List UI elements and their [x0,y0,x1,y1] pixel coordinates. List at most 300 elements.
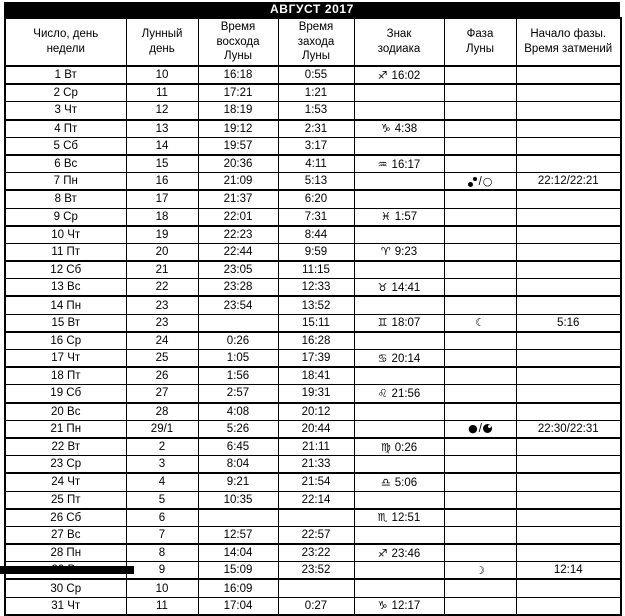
phase-time-cell [516,155,621,173]
date-cell: 16 Ср [5,332,126,350]
lunar-day-cell: 2 [126,438,198,456]
table-row [5,420,621,438]
lunar-day-cell: 11 [126,597,198,615]
zodiac-cell [354,579,444,597]
moonrise-cell: 14:04 [198,544,278,562]
col-header-line: Луны [465,43,495,55]
zodiac-cell [354,456,444,474]
zodiac-time: 21:56 [391,387,421,400]
zodiac-cell [354,208,444,226]
header-row [5,18,621,66]
zodiac-cell [354,155,444,173]
date-cell: 2 Ср [5,84,126,102]
phase-cell [444,120,516,138]
moonset-cell: 7:31 [278,208,354,226]
moonset-cell: 23:22 [278,544,354,562]
zodiac-cell [354,438,444,456]
date-cell: 30 Ср [5,579,126,597]
moonrise-cell: 23:28 [198,279,278,297]
date-cell: 21 Пн [5,420,126,438]
phase-cell [444,84,516,102]
leo-icon: ♌ [377,386,388,400]
table-row [5,190,621,208]
zodiac-time: 14:41 [391,281,421,294]
date-cell: 27 Вс [5,526,126,544]
phase-cell [444,190,516,208]
moonset-cell: 12:33 [278,279,354,297]
date-cell: 28 Пн [5,544,126,562]
table-row [5,243,621,261]
date-cell: 24 Чт [5,473,126,491]
moonset-cell: 13:52 [278,296,354,314]
col-header-line: Фаза [466,28,494,41]
phase-cell [444,579,516,597]
moonset-cell: 19:31 [278,385,354,403]
last-quarter-icon: ☾ [475,316,485,330]
moonset-cell: 17:39 [278,350,354,368]
moonset-cell: 16:28 [278,332,354,350]
moonset-cell: 20:44 [278,420,354,438]
moonrise-cell: 17:21 [198,84,278,102]
moonset-cell: 0:27 [278,597,354,615]
moonset-cell: 1:53 [278,102,354,120]
moonset-cell: 22:57 [278,526,354,544]
phase-time-cell [516,102,621,120]
zodiac-cell [354,491,444,509]
table-body [5,66,621,615]
table-row [5,279,621,297]
moonset-cell: 4:11 [278,155,354,173]
table-row [5,155,621,173]
phase-cell [444,509,516,527]
lunar-day-cell: 6 [126,509,198,527]
date-cell: 15 Вт [5,314,126,332]
zodiac-time: 16:02 [391,69,421,82]
moonrise-cell: 21:09 [198,173,278,191]
lunar-day-cell: 29/1 [126,420,198,438]
lunar-day-cell: 17 [126,190,198,208]
moonrise-cell: 12:57 [198,526,278,544]
capricorn-icon: ♑ [380,122,391,136]
pisces-icon: ♓ [380,210,391,224]
phase-cell [444,102,516,120]
moonrise-cell: 16:09 [198,579,278,597]
col-header-line: недели [46,43,85,55]
lunar-day-cell: 27 [126,385,198,403]
col-header-line: Знак [386,28,412,41]
phase-cell [444,226,516,244]
lunar-day-cell: 22 [126,279,198,297]
phase-cell [444,279,516,297]
lunar-day-cell: 3 [126,456,198,474]
moonrise-cell: 15:09 [198,562,278,580]
lunar-day-cell: 5 [126,491,198,509]
phase-cell [444,66,516,84]
phase-cell [444,350,516,368]
lunar-day-cell: 10 [126,579,198,597]
phase-time-cell [516,243,621,261]
phase-time-cell [516,350,621,368]
scorpio-icon: ♏ [377,511,388,525]
phase-time-cell [516,84,621,102]
lunar-day-cell: 4 [126,473,198,491]
lunar-day-cell: 15 [126,155,198,173]
date-cell: 6 Вс [5,155,126,173]
moonset-cell: 2:31 [278,120,354,138]
phase-cell [444,420,516,438]
table-row [5,261,621,279]
phase-time-cell [516,296,621,314]
phase-time-cell [516,120,621,138]
date-cell: 13 Вс [5,279,126,297]
date-cell: 26 Сб [5,509,126,527]
table-row [5,438,621,456]
phase-time-cell [516,66,621,84]
solar-eclipse-icon [483,424,492,433]
col-header-moonrise [198,18,278,66]
col-header-phase-time [516,18,621,66]
lunar-day-cell: 19 [126,226,198,244]
moonrise-cell: 6:45 [198,438,278,456]
phase-cell [444,597,516,615]
moonset-cell: 23:52 [278,562,354,580]
moonrise-cell: 19:57 [198,137,278,155]
date-cell: 8 Вт [5,190,126,208]
phase-separator: / [478,423,482,436]
zodiac-cell [354,137,444,155]
moonset-cell: 21:11 [278,438,354,456]
libra-icon: ♎ [380,475,391,489]
phase-time-cell [516,385,621,403]
zodiac-time: 4:38 [394,123,418,136]
phase-time-cell [516,137,621,155]
moonset-cell [278,579,354,597]
table-row [5,314,621,332]
moonrise-cell: 17:04 [198,597,278,615]
table-header [5,18,621,66]
lunar-day-cell: 10 [126,66,198,84]
full-moon-icon: ○ [482,174,493,188]
moonrise-cell: 10:35 [198,491,278,509]
table-row [5,84,621,102]
zodiac-cell [354,473,444,491]
date-cell: 18 Пт [5,367,126,385]
phase-cell [444,544,516,562]
date-cell: 22 Вт [5,438,126,456]
lunar-day-cell: 24 [126,332,198,350]
date-cell: 17 Чт [5,350,126,368]
date-cell: 12 Сб [5,261,126,279]
new-moon-icon: ● [468,422,478,436]
col-header-line: захода [297,35,335,48]
lunar-day-cell: 23 [126,296,198,314]
col-header-line: день [149,43,175,55]
date-cell: 23 Ср [5,456,126,474]
phase-cell [444,208,516,226]
table-row [5,526,621,544]
date-cell: 9 Ср [5,208,126,226]
phase-time-cell [516,473,621,491]
zodiac-cell [354,243,444,261]
phase-cell [444,332,516,350]
moonset-cell: 9:59 [278,243,354,261]
zodiac-time: 18:07 [391,317,421,330]
moonrise-cell: 22:44 [198,243,278,261]
col-header-line: Время [298,20,334,33]
date-cell: 10 Чт [5,226,126,244]
phase-cell [444,438,516,456]
moonrise-cell: 8:04 [198,456,278,474]
phase-time-cell [516,332,621,350]
phase-time-cell: 12:14 [516,562,621,580]
phase-cell [444,473,516,491]
moonrise-cell: 4:08 [198,403,278,421]
moonrise-cell: 23:05 [198,261,278,279]
lunar-day-cell: 7 [126,526,198,544]
col-header-line: Время затмений [524,43,613,55]
col-header-line: Луны [223,50,253,63]
phase-cell [444,491,516,509]
zodiac-cell [354,403,444,421]
zodiac-cell [354,367,444,385]
date-cell: 31 Чт [5,597,126,615]
zodiac-time: 12:51 [391,512,421,525]
col-header-line: Лунный [141,28,183,41]
moonrise-cell: 22:01 [198,208,278,226]
moonrise-cell: 18:19 [198,102,278,120]
col-header-phase [444,18,516,66]
phase-time-cell [516,279,621,297]
zodiac-cell [354,102,444,120]
phase-time-cell [516,403,621,421]
zodiac-cell [354,597,444,615]
date-cell: 5 Сб [5,137,126,155]
gemini-icon: ♊ [377,316,388,330]
phase-time-cell [516,261,621,279]
phase-time-cell [516,456,621,474]
moonrise-cell [198,509,278,527]
table-row [5,456,621,474]
lunar-day-cell: 23 [126,314,198,332]
moonrise-cell [198,314,278,332]
col-header-line: Луны [301,50,331,63]
date-cell: 1 Вт [5,66,126,84]
moonrise-cell: 2:57 [198,385,278,403]
zodiac-cell [354,226,444,244]
lunar-day-cell: 12 [126,102,198,120]
phase-time-cell [516,597,621,615]
date-cell: 20 Вс [5,403,126,421]
phase-time-cell: 5:16 [516,314,621,332]
phase-time-cell [516,509,621,527]
phase-cell [444,296,516,314]
date-cell: 3 Чт [5,102,126,120]
table-row [5,66,621,84]
zodiac-cell [354,544,444,562]
table-row [5,102,621,120]
aries-icon: ♈ [380,245,391,259]
date-cell: 14 Пн [5,296,126,314]
phase-cell [444,403,516,421]
phase-cell [444,261,516,279]
scan-artifact-bar [0,566,134,574]
calendar-table [4,17,622,616]
zodiac-time: 0:26 [394,441,418,454]
moonrise-cell: 9:21 [198,473,278,491]
phase-time-cell [516,226,621,244]
moonset-cell: 11:15 [278,261,354,279]
lunar-day-cell: 20 [126,243,198,261]
zodiac-time: 16:17 [391,158,421,171]
lunar-day-cell: 11 [126,84,198,102]
lunar-day-cell: 26 [126,367,198,385]
lunar-day-cell: 9 [126,562,198,580]
moonset-cell: 1:21 [278,84,354,102]
moonrise-cell: 1:05 [198,350,278,368]
table-row [5,367,621,385]
phase-time-cell [516,544,621,562]
phase-cell [444,456,516,474]
moonset-cell: 20:12 [278,403,354,421]
col-header-moonset [278,18,354,66]
phase-cell [444,243,516,261]
col-header-lunar-day [126,18,198,66]
zodiac-cell [354,562,444,580]
table-row [5,473,621,491]
zodiac-cell [354,190,444,208]
moonrise-cell: 20:36 [198,155,278,173]
moonset-cell: 21:33 [278,456,354,474]
zodiac-cell [354,526,444,544]
table-row [5,173,621,191]
col-header-zodiac [354,18,444,66]
lunar-day-cell: 18 [126,208,198,226]
zodiac-cell [354,120,444,138]
phase-cell [444,367,516,385]
lunar-day-cell: 14 [126,137,198,155]
lunar-day-cell: 25 [126,350,198,368]
table-row [5,491,621,509]
table-row [5,120,621,138]
aquarius-icon: ♒ [377,157,388,171]
table-row [5,350,621,368]
moonset-cell: 5:13 [278,173,354,191]
zodiac-cell [354,332,444,350]
phase-time-cell: 22:12/22:21 [516,173,621,191]
table-row [5,137,621,155]
moonrise-cell: 0:26 [198,332,278,350]
zodiac-cell [354,509,444,527]
table-row [5,226,621,244]
zodiac-cell [354,279,444,297]
phase-separator: / [478,175,482,188]
taurus-icon: ♉ [377,280,388,294]
phase-cell [444,526,516,544]
phase-time-cell: 22:30/22:31 [516,420,621,438]
date-cell: 4 Пт [5,120,126,138]
sagittarius-icon: ♐ [377,546,388,560]
zodiac-cell [354,420,444,438]
table-row [5,544,621,562]
date-cell: 7 Пн [5,173,126,191]
lunar-eclipse-icon [468,177,478,187]
moonrise-cell: 5:26 [198,420,278,438]
moonrise-cell: 16:18 [198,66,278,84]
zodiac-cell [354,173,444,191]
col-header-line: Время [220,20,256,33]
date-cell: 11 Пт [5,243,126,261]
zodiac-cell [354,261,444,279]
table-row [5,296,621,314]
moonset-cell: 3:17 [278,137,354,155]
phase-time-cell [516,438,621,456]
moonrise-cell: 23:54 [198,296,278,314]
zodiac-cell [354,385,444,403]
zodiac-time: 23:46 [391,547,421,560]
lunar-day-cell: 8 [126,544,198,562]
lunar-day-cell: 28 [126,403,198,421]
date-cell: 19 Сб [5,385,126,403]
zodiac-time: 12:17 [391,600,421,613]
zodiac-time: 5:06 [394,476,418,489]
phase-cell [444,385,516,403]
zodiac-cell [354,84,444,102]
phase-time-cell [516,208,621,226]
col-header-line: Начало фазы. [530,28,607,41]
col-header-date [5,18,126,66]
moonrise-cell: 1:56 [198,367,278,385]
lunar-calendar [4,2,620,616]
zodiac-cell [354,66,444,84]
moonset-cell: 8:44 [278,226,354,244]
zodiac-time: 20:14 [391,352,421,365]
table-row [5,597,621,615]
phase-cell [444,562,516,580]
lunar-day-cell: 16 [126,173,198,191]
table-row [5,332,621,350]
moonrise-cell: 19:12 [198,120,278,138]
moonset-cell: 21:54 [278,473,354,491]
phase-time-cell [516,491,621,509]
moonset-cell: 6:20 [278,190,354,208]
calendar-title: АВГУСТ 2017 [4,2,620,17]
phase-cell [444,314,516,332]
sagittarius-icon: ♐ [377,68,388,82]
cancer-icon: ♋ [377,351,388,365]
moonset-cell: 18:41 [278,367,354,385]
col-header-line: восхода [216,35,260,48]
first-quarter-icon: ☽ [475,563,485,577]
table-row [5,403,621,421]
moonset-cell: 0:55 [278,66,354,84]
capricorn-icon: ♑ [377,599,388,613]
phase-cell [444,173,516,191]
table-row [5,579,621,597]
phase-time-cell [516,579,621,597]
lunar-day-cell: 13 [126,120,198,138]
table-row [5,509,621,527]
moonset-cell: 15:11 [278,314,354,332]
phase-cell [444,137,516,155]
zodiac-time: 9:23 [394,246,418,259]
phase-time-cell [516,526,621,544]
table-row [5,208,621,226]
col-header-line: зодиака [377,43,421,55]
phase-time-cell [516,190,621,208]
moonrise-cell: 21:37 [198,190,278,208]
moonrise-cell: 22:23 [198,226,278,244]
virgo-icon: ♍ [380,440,391,454]
